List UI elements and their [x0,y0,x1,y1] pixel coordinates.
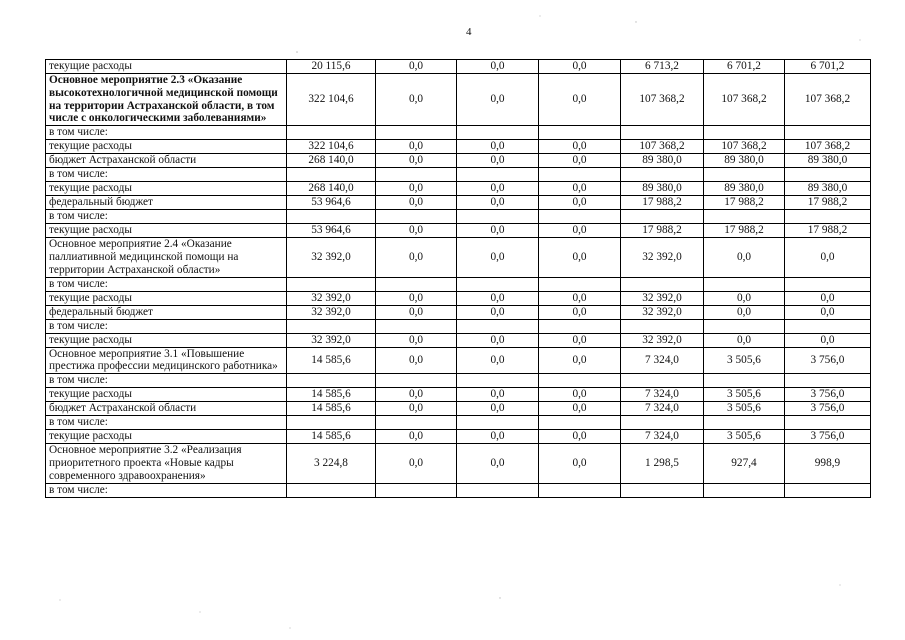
value-cell: 0,0 [376,196,457,210]
value-cell: 0,0 [457,60,539,74]
value-cell: 17 988,2 [621,224,704,238]
row-label: федеральный бюджет [46,196,287,210]
value-cell: 0,0 [457,196,539,210]
value-cell [704,126,785,140]
value-cell: 32 392,0 [287,333,376,347]
value-cell: 0,0 [539,333,621,347]
value-cell: 0,0 [539,305,621,319]
value-cell [785,168,871,182]
value-cell: 0,0 [376,347,457,374]
value-cell [621,168,704,182]
value-cell [457,416,539,430]
value-cell: 3 756,0 [785,388,871,402]
value-cell: 32 392,0 [621,333,704,347]
value-cell [785,483,871,497]
value-cell: 32 392,0 [621,291,704,305]
value-cell: 0,0 [457,388,539,402]
value-cell [287,319,376,333]
value-cell [539,126,621,140]
value-cell [457,277,539,291]
row-label: в том числе: [46,374,287,388]
value-cell: 32 392,0 [287,238,376,277]
value-cell [621,277,704,291]
table-row [46,416,871,430]
value-cell [287,168,376,182]
row-label: в том числе: [46,210,287,224]
value-cell: 0,0 [785,333,871,347]
value-cell: 32 392,0 [287,291,376,305]
value-cell [457,210,539,224]
value-cell [539,168,621,182]
value-cell: 32 392,0 [621,305,704,319]
value-cell: 0,0 [539,182,621,196]
value-cell [539,374,621,388]
row-label: в том числе: [46,416,287,430]
value-cell: 0,0 [457,238,539,277]
row-label: Основное мероприятие 2.3 «Оказание высокотехнологичной медицинской помощи на территории Астраханской области, в том числе с онкологическими заболеваниями» [46,74,287,126]
value-cell: 0,0 [539,291,621,305]
value-cell: 14 585,6 [287,388,376,402]
row-label: в том числе: [46,277,287,291]
row-label: федеральный бюджет [46,305,287,319]
value-cell [287,210,376,224]
table-row [46,224,871,238]
value-cell [539,319,621,333]
value-cell [376,416,457,430]
value-cell: 3 505,6 [704,430,785,444]
value-cell: 17 988,2 [621,196,704,210]
value-cell [376,126,457,140]
row-label: бюджет Астраханской области [46,154,287,168]
value-cell [457,374,539,388]
value-cell: 0,0 [376,140,457,154]
value-cell [704,416,785,430]
value-cell: 0,0 [376,333,457,347]
value-cell: 3 756,0 [785,347,871,374]
value-cell: 0,0 [785,238,871,277]
value-cell [287,483,376,497]
row-label: бюджет Астраханской области [46,402,287,416]
value-cell: 998,9 [785,444,871,483]
value-cell: 0,0 [376,74,457,126]
value-cell: 927,4 [704,444,785,483]
value-cell: 89 380,0 [704,154,785,168]
value-cell [457,319,539,333]
table-row [46,444,871,483]
value-cell [704,168,785,182]
table-row [46,483,871,497]
value-cell [287,416,376,430]
row-label: в том числе: [46,319,287,333]
value-cell: 0,0 [539,388,621,402]
value-cell [621,483,704,497]
value-cell: 0,0 [704,305,785,319]
value-cell [621,416,704,430]
value-cell: 0,0 [376,60,457,74]
value-cell: 322 104,6 [287,140,376,154]
value-cell [785,374,871,388]
value-cell: 0,0 [376,444,457,483]
value-cell: 7 324,0 [621,347,704,374]
table-row [46,210,871,224]
value-cell: 7 324,0 [621,388,704,402]
table-row [46,238,871,277]
value-cell: 6 713,2 [621,60,704,74]
value-cell: 0,0 [376,291,457,305]
value-cell: 32 392,0 [287,305,376,319]
value-cell [376,168,457,182]
value-cell: 107 368,2 [621,140,704,154]
value-cell: 89 380,0 [621,182,704,196]
value-cell: 0,0 [376,430,457,444]
value-cell: 0,0 [457,444,539,483]
value-cell [704,483,785,497]
row-label: Основное мероприятие 2.4 «Оказание паллиативной медицинской помощи на территории Астраханской области» [46,238,287,277]
value-cell: 7 324,0 [621,430,704,444]
value-cell: 0,0 [539,154,621,168]
value-cell: 0,0 [457,182,539,196]
page-number: 4 [466,26,472,38]
value-cell: 0,0 [785,291,871,305]
table-row [46,196,871,210]
row-label: в том числе: [46,126,287,140]
table-row [46,126,871,140]
table-row [46,305,871,319]
value-cell: 0,0 [539,74,621,126]
value-cell: 0,0 [539,224,621,238]
value-cell [704,210,785,224]
table-row [46,347,871,374]
value-cell [785,126,871,140]
table-row [46,60,871,74]
table-row [46,319,871,333]
value-cell: 107 368,2 [704,74,785,126]
value-cell: 0,0 [457,74,539,126]
value-cell: 0,0 [376,402,457,416]
table-row [46,74,871,126]
value-cell [785,277,871,291]
value-cell: 0,0 [376,305,457,319]
table-row [46,168,871,182]
value-cell: 322 104,6 [287,74,376,126]
value-cell [376,277,457,291]
value-cell: 0,0 [376,154,457,168]
row-label: в том числе: [46,483,287,497]
value-cell: 89 380,0 [785,154,871,168]
value-cell: 107 368,2 [704,140,785,154]
value-cell: 0,0 [457,402,539,416]
value-cell: 14 585,6 [287,430,376,444]
value-cell: 0,0 [704,238,785,277]
value-cell: 53 964,6 [287,224,376,238]
value-cell [457,126,539,140]
value-cell [376,374,457,388]
value-cell: 0,0 [457,347,539,374]
value-cell [376,483,457,497]
value-cell: 7 324,0 [621,402,704,416]
value-cell [287,277,376,291]
value-cell: 14 585,6 [287,347,376,374]
table-row [46,388,871,402]
value-cell: 0,0 [785,305,871,319]
value-cell: 0,0 [704,291,785,305]
value-cell: 3 505,6 [704,347,785,374]
value-cell: 0,0 [704,333,785,347]
table-row [46,333,871,347]
value-cell: 0,0 [376,238,457,277]
value-cell: 3 505,6 [704,402,785,416]
value-cell: 14 585,6 [287,402,376,416]
value-cell: 3 505,6 [704,388,785,402]
value-cell: 268 140,0 [287,154,376,168]
table-body [46,60,871,498]
value-cell: 17 988,2 [704,224,785,238]
table-row [46,182,871,196]
value-cell: 0,0 [457,291,539,305]
row-label: текущие расходы [46,182,287,196]
value-cell [539,483,621,497]
value-cell: 17 988,2 [785,196,871,210]
table-row [46,140,871,154]
value-cell: 89 380,0 [704,182,785,196]
table-row [46,277,871,291]
row-label: Основное мероприятие 3.1 «Повышение престижа профессии медицинского работника» [46,347,287,374]
value-cell: 0,0 [457,305,539,319]
value-cell: 0,0 [539,347,621,374]
value-cell [621,374,704,388]
value-cell: 0,0 [457,430,539,444]
value-cell: 89 380,0 [785,182,871,196]
value-cell [287,374,376,388]
table-row [46,402,871,416]
table-row [46,291,871,305]
value-cell: 0,0 [539,430,621,444]
value-cell [785,416,871,430]
row-label: в том числе: [46,168,287,182]
value-cell: 1 298,5 [621,444,704,483]
value-cell: 107 368,2 [785,140,871,154]
value-cell: 89 380,0 [621,154,704,168]
value-cell [785,210,871,224]
value-cell: 6 701,2 [704,60,785,74]
value-cell: 32 392,0 [621,238,704,277]
value-cell: 0,0 [539,238,621,277]
value-cell: 3 756,0 [785,430,871,444]
value-cell: 268 140,0 [287,182,376,196]
value-cell [621,210,704,224]
value-cell [457,168,539,182]
value-cell [457,483,539,497]
value-cell: 6 701,2 [785,60,871,74]
value-cell [376,210,457,224]
value-cell [539,416,621,430]
value-cell [539,210,621,224]
value-cell [704,374,785,388]
value-cell [539,277,621,291]
value-cell: 20 115,6 [287,60,376,74]
value-cell: 0,0 [376,388,457,402]
budget-table [45,59,871,498]
value-cell: 0,0 [376,182,457,196]
value-cell: 3 756,0 [785,402,871,416]
table-row [46,430,871,444]
value-cell [704,277,785,291]
value-cell: 0,0 [539,196,621,210]
row-label: текущие расходы [46,224,287,238]
value-cell: 17 988,2 [704,196,785,210]
value-cell: 0,0 [457,154,539,168]
value-cell [704,319,785,333]
value-cell [621,319,704,333]
table-row [46,154,871,168]
value-cell: 0,0 [539,140,621,154]
row-label: текущие расходы [46,60,287,74]
value-cell [376,319,457,333]
value-cell [287,126,376,140]
value-cell: 0,0 [376,224,457,238]
value-cell: 0,0 [539,402,621,416]
value-cell: 107 368,2 [621,74,704,126]
value-cell [785,319,871,333]
value-cell: 0,0 [457,224,539,238]
row-label: текущие расходы [46,291,287,305]
row-label: Основное мероприятие 3.2 «Реализация приоритетного проекта «Новые кадры современного здравоохранения» [46,444,287,483]
value-cell: 17 988,2 [785,224,871,238]
row-label: текущие расходы [46,333,287,347]
value-cell: 0,0 [457,333,539,347]
row-label: текущие расходы [46,388,287,402]
value-cell: 0,0 [457,140,539,154]
value-cell: 53 964,6 [287,196,376,210]
value-cell: 107 368,2 [785,74,871,126]
value-cell: 3 224,8 [287,444,376,483]
value-cell: 0,0 [539,444,621,483]
table-row [46,374,871,388]
value-cell: 0,0 [539,60,621,74]
row-label: текущие расходы [46,140,287,154]
value-cell [621,126,704,140]
row-label: текущие расходы [46,430,287,444]
